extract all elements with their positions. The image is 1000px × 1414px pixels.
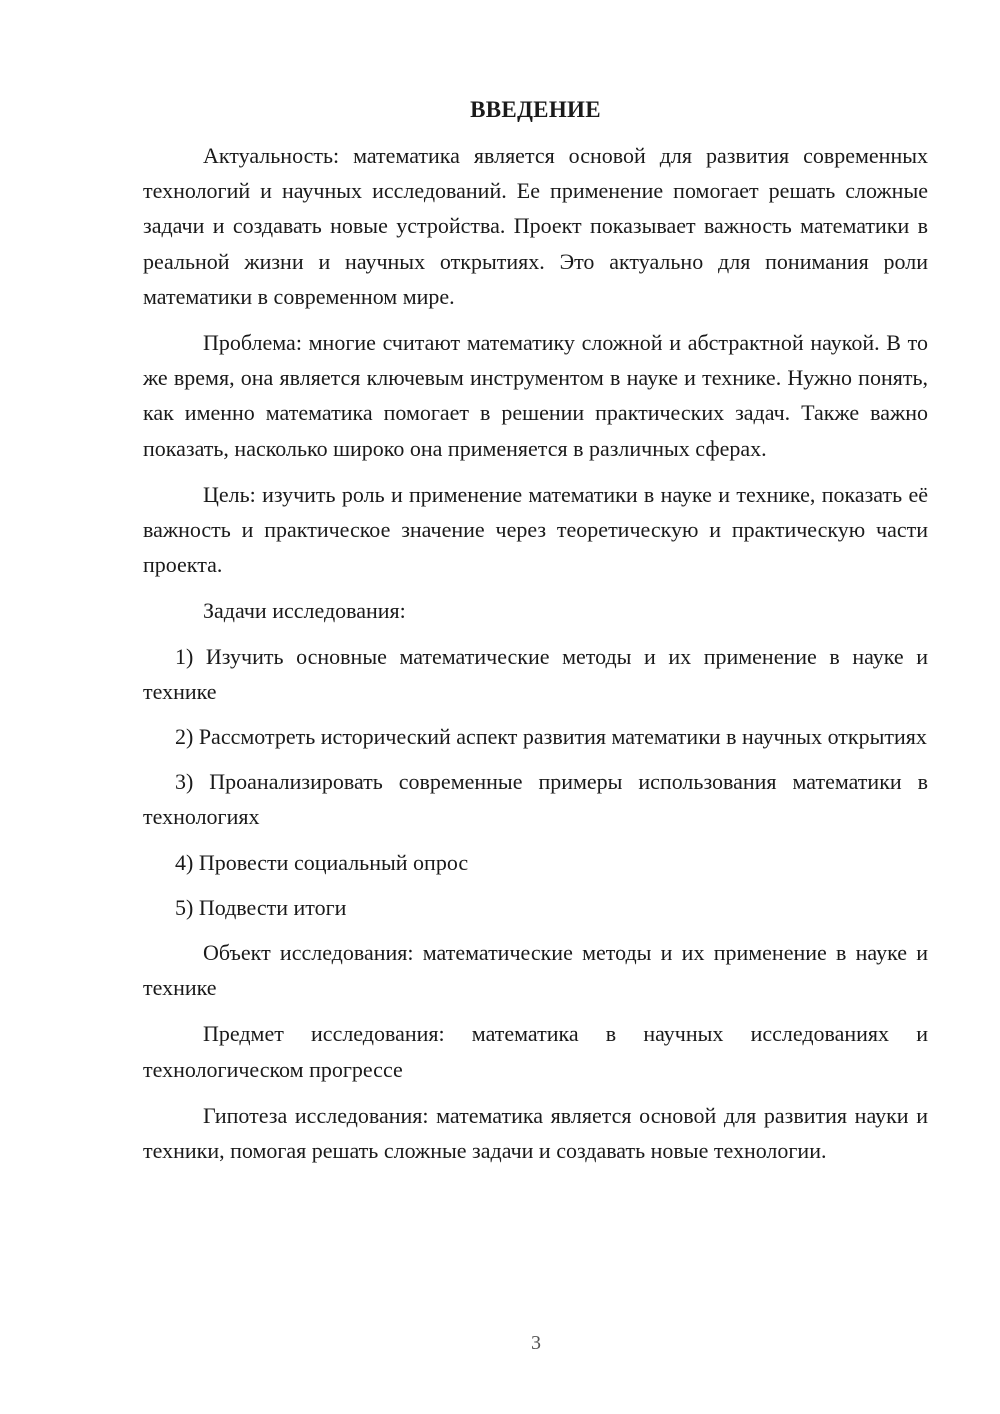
task-item-3: 3) Проанализировать современные примеры использования математики в технологиях xyxy=(143,769,928,830)
task-item-2: 2) Рассмотреть исторический аспект развития математики в научных открытиях xyxy=(175,724,927,750)
document-page xyxy=(143,88,928,1179)
goal-paragraph: Цель: изучить роль и применение математики в науке и технике, показать её важность и практическое значение через теоретическую и практическую части проекта. xyxy=(143,481,928,578)
relevance-paragraph: Актуальность: математика является основой для развития современных технологий и научных исследований. Ее применение помогает решать сложные задачи и создавать новые устройства. Проект показывает важность математики в реальной жизни и научных открытиях. Это актуально для понимания роли математики в современном мире. xyxy=(143,143,928,309)
tasks-list xyxy=(143,639,928,925)
task-item-4: 4) Провести социальный опрос xyxy=(175,849,469,875)
subject-paragraph: Предмет исследования: математика в научных исследованиях и технологическом прогрессе xyxy=(143,1021,928,1082)
tasks-label: Задачи исследования: xyxy=(203,598,406,624)
task-item-1: 1) Изучить основные математические методы и их применение в науке и технике xyxy=(143,643,928,704)
object-paragraph: Объект исследования: математические методы и их применение в науке и технике xyxy=(143,940,928,1001)
problem-paragraph: Проблема: многие считают математику сложной и абстрактной наукой. В то же время, она является ключевым инструментом в науке и технике. Нужно понять, как именно математика помогает в решении практических задач. Также важно показать, насколько широко она применяется в различных сферах. xyxy=(143,330,928,461)
page-number: 3 xyxy=(531,1332,541,1354)
task-item-5: 5) Подвести итоги xyxy=(175,894,347,920)
section-heading: ВВЕДЕНИЕ xyxy=(470,97,601,122)
hypothesis-paragraph: Гипотеза исследования: математика является основой для развития науки и техники, помогая решать сложные задачи и создавать новые технологии. xyxy=(143,1102,928,1164)
